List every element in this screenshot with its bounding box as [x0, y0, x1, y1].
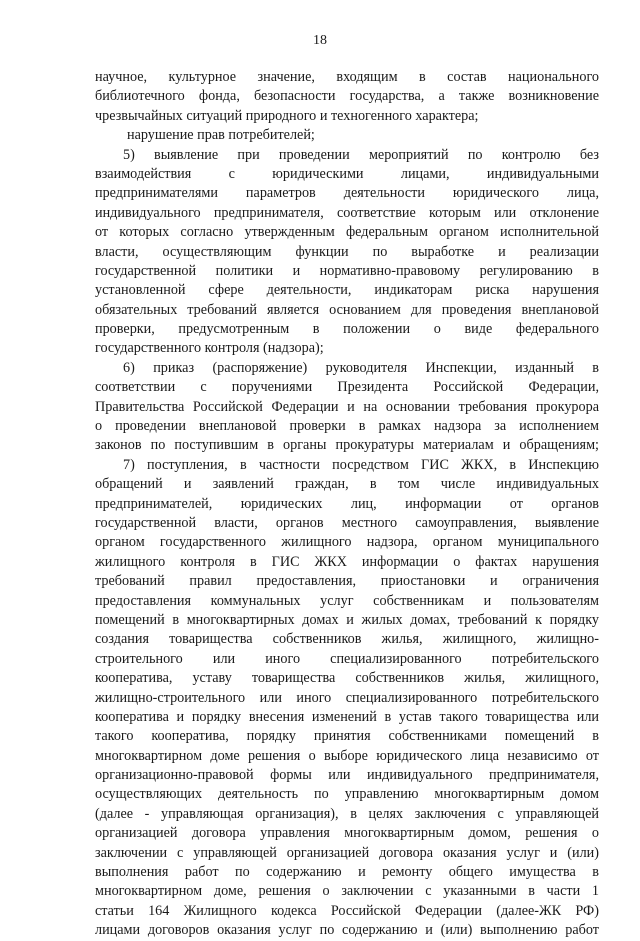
text-line: 6) приказ (распоряжение) руководителя Инспекции, изданный в — [123, 359, 599, 376]
page-number: 18 — [313, 33, 327, 48]
text-line: организационно-правовой формы или индивидуального предпринимателя, — [95, 767, 599, 784]
text-line: чрезвычайных ситуаций природного и техногенного характера; — [95, 107, 479, 124]
text-line: обращений и заявлений граждан, в том числе индивидуальных — [95, 476, 599, 493]
text-line: (далее - управляющая организация), в целях заключения с управляющей — [95, 805, 599, 822]
text-line: строительного или иного специализированного потребительского — [95, 650, 599, 667]
text-line: проверки, предусмотренным в положении о виде федерального — [95, 321, 599, 338]
text-line: индивидуального предпринимателя, соответствие которым или отклонение — [95, 204, 599, 221]
text-line: предпринимателей, юридических лиц, информации от органов — [95, 495, 599, 512]
text-line: многоквартирном доме решения о выборе юридического лица независимо от — [95, 747, 599, 764]
text-line: законов по поступившим в органы прокуратуры материалам и обращениям; — [95, 437, 599, 454]
text-line: помещений в многоквартирных домах и жилых домах, требований к порядку — [95, 611, 599, 628]
text-line: научное, культурное значение, входящим в состав национального — [95, 69, 599, 85]
text-line: кооператива и порядку внесения изменений в устав такого товарищества или — [95, 708, 599, 725]
text-line: предоставления коммунальных услуг собственникам и пользователям — [95, 592, 599, 609]
text-line: выполнения работ по содержанию и ремонту общего имущества в — [95, 864, 599, 881]
text-line: предпринимателями параметров деятельности юридического лица, — [95, 185, 599, 202]
text-line: многоквартирном доме, решения о заключении с указанными в части 1 — [95, 883, 599, 900]
text-line: соответствии с поручениями Президента Российской Федерации, — [95, 379, 599, 396]
text-line: создания товарищества собственников жилья, жилищного, жилищно- — [95, 631, 599, 648]
text-line: государственной власти, органов местного самоуправления, выявление — [95, 514, 599, 531]
text-line: жилищного контроля в ГИС ЖКХ информации о фактах нарушения — [95, 553, 599, 570]
text-line: о проведении внеплановой проверки в рамках надзора за исполнением — [95, 418, 599, 435]
document-body — [95, 68, 599, 941]
text-line: Правительства Российской Федерации и на основании требования прокурора — [95, 398, 599, 415]
text-line: статьи 164 Жилищного кодекса Российской Федерации (далее-ЖК РФ) — [95, 902, 599, 919]
text-line: взаимодействия с юридическими лицами, индивидуальными — [95, 165, 599, 182]
text-line: осуществляющих деятельность по управлению многоквартирным домом — [95, 786, 599, 803]
text-line: обязательных требований является основанием для проведения внеплановой — [95, 301, 599, 318]
text-line: кооператива, уставу товарищества собственников жилья, жилищного, — [95, 670, 599, 687]
text-line: государственной политики и нормативно-правовому регулированию в — [95, 262, 599, 279]
text-line: жилищно-строительного или иного специализированного потребительского — [95, 689, 599, 706]
text-line: 5) выявление при проведении мероприятий по контролю без — [123, 146, 599, 163]
text-line: от которых согласно утвержденным федеральным органом исполнительной — [95, 224, 599, 241]
text-line: организацией договора управления многоквартирным домом, решения о — [95, 825, 599, 842]
text-line: власти, осуществляющим функции по выработке и реализации — [95, 243, 599, 260]
text-line: такого кооператива, порядку принятия собственниками помещений в — [95, 728, 599, 745]
text-line: установленной сфере деятельности, индикаторам риска нарушения — [95, 282, 599, 299]
text-line: нарушение прав потребителей; — [127, 127, 315, 144]
text-line: требований правил предоставления, приостановки и ограничения — [95, 573, 599, 590]
text-line: 7) поступления, в частности посредством ГИС ЖКХ, в Инспекцию — [123, 456, 599, 473]
text-line: лицами договоров оказания услуг по содержанию и (или) выполнению работ — [95, 922, 599, 939]
text-line: библиотечного фонда, безопасности государства, а также возникновение — [95, 88, 599, 105]
text-line: заключении с управляющей организацией договора оказания услуг и (или) — [95, 844, 599, 861]
text-line: органом государственного жилищного надзора, органом муниципального — [95, 534, 599, 551]
text-line: государственного контроля (надзора); — [95, 340, 324, 357]
